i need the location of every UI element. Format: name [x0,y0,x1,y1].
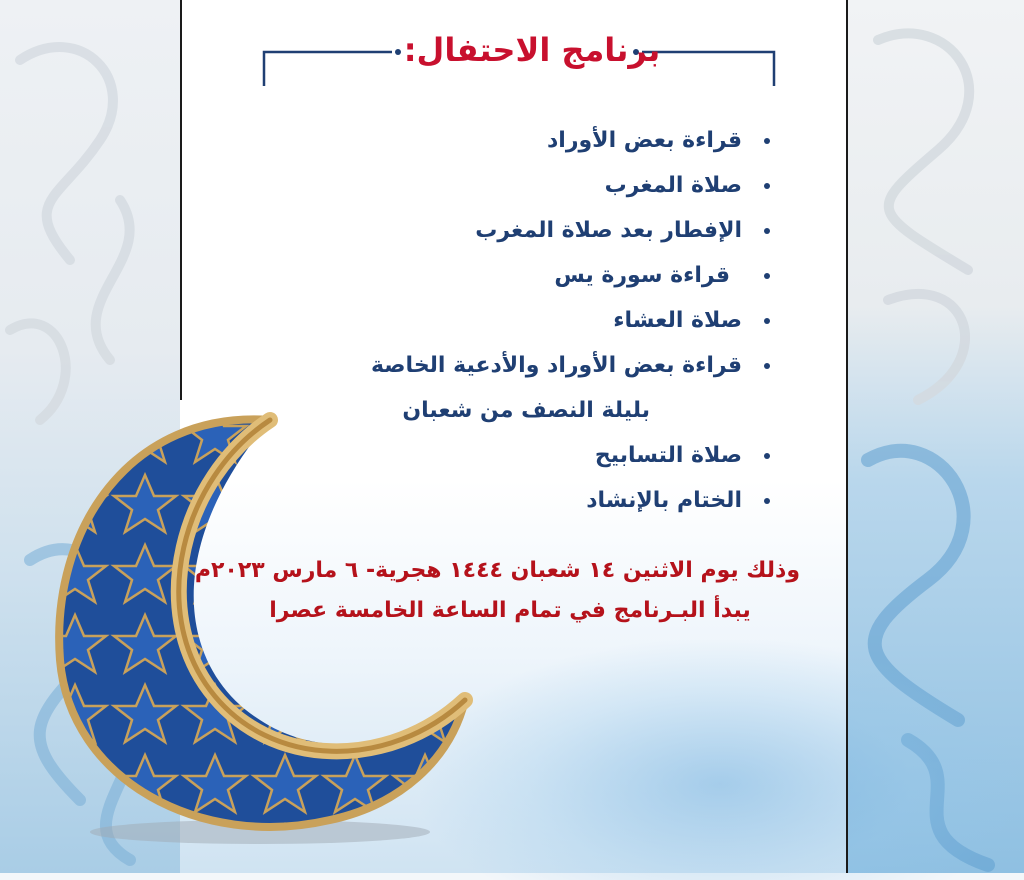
list-item: الإفطار بعد صلاة المغرب [300,208,770,253]
list-item: قراءة سورة يس [300,253,770,298]
bullet-icon [764,228,770,234]
list-item: قراءة بعض الأوراد [300,118,770,163]
bullet-icon [764,318,770,324]
bullet-icon [764,273,770,279]
crescent-moon-icon [40,400,480,850]
page-title: برنامج الاحتفال: [403,31,661,69]
list-item: الختام بالإنشاد [300,478,770,523]
event-time-line: يبدأ البـرنامج في تمام الساعة الخامسة عصرا [269,598,751,623]
bullet-icon [764,138,770,144]
watercolor-wash [420,640,1020,880]
bullet-icon [764,363,770,369]
list-item-continuation: بليلة النصف من شعبان [402,398,650,423]
list-item: قراءة بعض الأوراد والأدعية الخاصة [300,343,770,388]
card-right-border [846,0,848,873]
event-date-line: وذلك يوم الاثنين ١٤ شعبان ١٤٤٤ هجرية- ٦ مارس ٢٠٢٣م [194,558,800,583]
bullet-icon [764,183,770,189]
list-item: صلاة العشاء [300,298,770,343]
bullet-icon [764,498,770,504]
list-item: صلاة التسابيح [300,433,770,478]
bullet-icon [764,453,770,459]
list-item: صلاة المغرب [300,163,770,208]
